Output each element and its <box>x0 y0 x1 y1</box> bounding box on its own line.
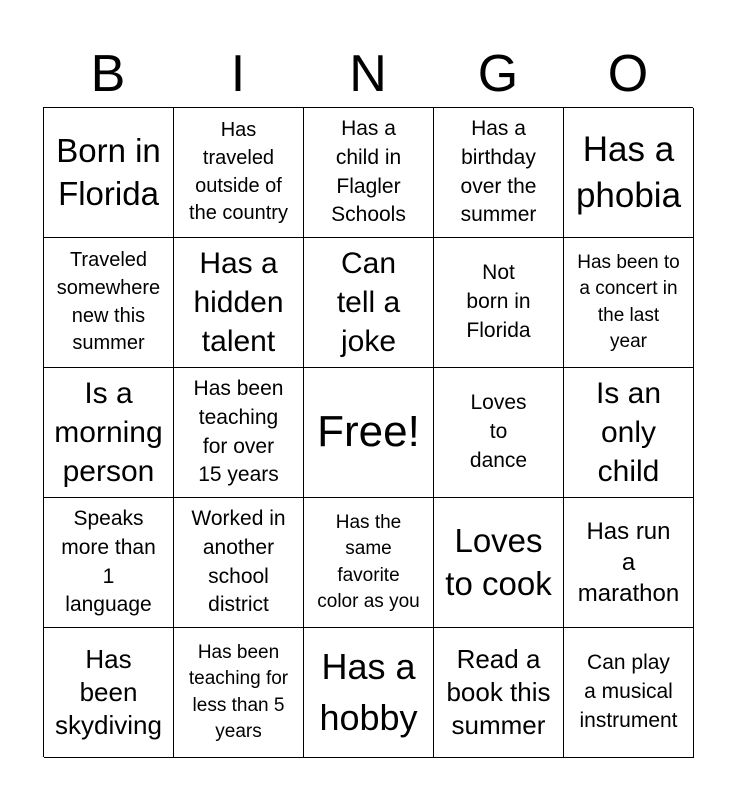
cell-text: Has run a marathon <box>577 517 680 608</box>
cell-text: Has been to a concert in the last year <box>577 252 680 352</box>
bingo-cell[interactable] <box>304 108 434 238</box>
cell-text: Has a birthday over the summer <box>460 116 537 227</box>
cell-text: Loves to dance <box>469 391 528 472</box>
cell-text: Read a book this summer <box>446 643 551 740</box>
bingo-cell[interactable] <box>174 628 304 758</box>
bingo-cell[interactable] <box>564 498 694 628</box>
bingo-header <box>43 44 693 104</box>
header-letter-i: I <box>230 45 246 103</box>
cell-text: Has the same favorite color as you <box>317 512 420 612</box>
header-letter-g: G <box>477 45 519 103</box>
bingo-cell[interactable] <box>564 238 694 368</box>
bingo-cell[interactable] <box>174 368 304 498</box>
header-letter-n: N <box>349 45 387 103</box>
bingo-cell[interactable] <box>44 238 174 368</box>
cell-text: Has a phobia <box>575 130 682 215</box>
cell-text: Not born in Florida <box>466 261 531 342</box>
bingo-cell[interactable] <box>434 628 564 758</box>
free-space-text: Free! <box>317 407 420 457</box>
bingo-cell-free[interactable] <box>304 368 434 498</box>
bingo-cell[interactable] <box>304 238 434 368</box>
bingo-board <box>43 107 693 757</box>
bingo-cell[interactable] <box>44 628 174 758</box>
cell-text: Has been teaching for less than 5 years <box>188 642 289 742</box>
bingo-cell[interactable] <box>44 368 174 498</box>
bingo-cell[interactable] <box>564 628 694 758</box>
cell-text: Has a hidden talent <box>193 247 284 358</box>
cell-text: Has traveled outside of the country <box>189 119 288 225</box>
cell-text: Is an only child <box>595 377 662 488</box>
bingo-cell[interactable] <box>174 108 304 238</box>
bingo-cell[interactable] <box>564 108 694 238</box>
header-letter-o: O <box>607 45 649 103</box>
bingo-cell[interactable] <box>564 368 694 498</box>
cell-text: Has a hobby <box>319 646 418 738</box>
cell-text: Loves to cook <box>445 522 552 602</box>
bingo-cell[interactable] <box>434 108 564 238</box>
cell-text: Has been teaching for over 15 years <box>193 376 284 487</box>
bingo-cell[interactable] <box>304 628 434 758</box>
bingo-cell[interactable] <box>434 368 564 498</box>
cell-text: Can tell a joke <box>336 247 401 358</box>
bingo-cell[interactable] <box>434 498 564 628</box>
bingo-cell[interactable] <box>174 238 304 368</box>
bingo-cell[interactable] <box>304 498 434 628</box>
cell-text: Worked in another school district <box>191 506 286 617</box>
bingo-cell[interactable] <box>434 238 564 368</box>
bingo-cell[interactable] <box>44 498 174 628</box>
cell-text: Traveled somewhere new this summer <box>56 249 161 355</box>
cell-text: Has been skydiving <box>55 643 162 740</box>
header-letter-b: B <box>90 45 126 103</box>
bingo-cell[interactable] <box>44 108 174 238</box>
cell-text: Born in Florida <box>56 132 161 212</box>
cell-text: Has a child in Flagler Schools <box>331 116 406 227</box>
cell-text: Can play a musical instrument <box>579 651 678 732</box>
bingo-cell[interactable] <box>174 498 304 628</box>
cell-text: Is a morning person <box>54 377 163 488</box>
cell-text: Speaks more than 1 language <box>61 506 156 617</box>
